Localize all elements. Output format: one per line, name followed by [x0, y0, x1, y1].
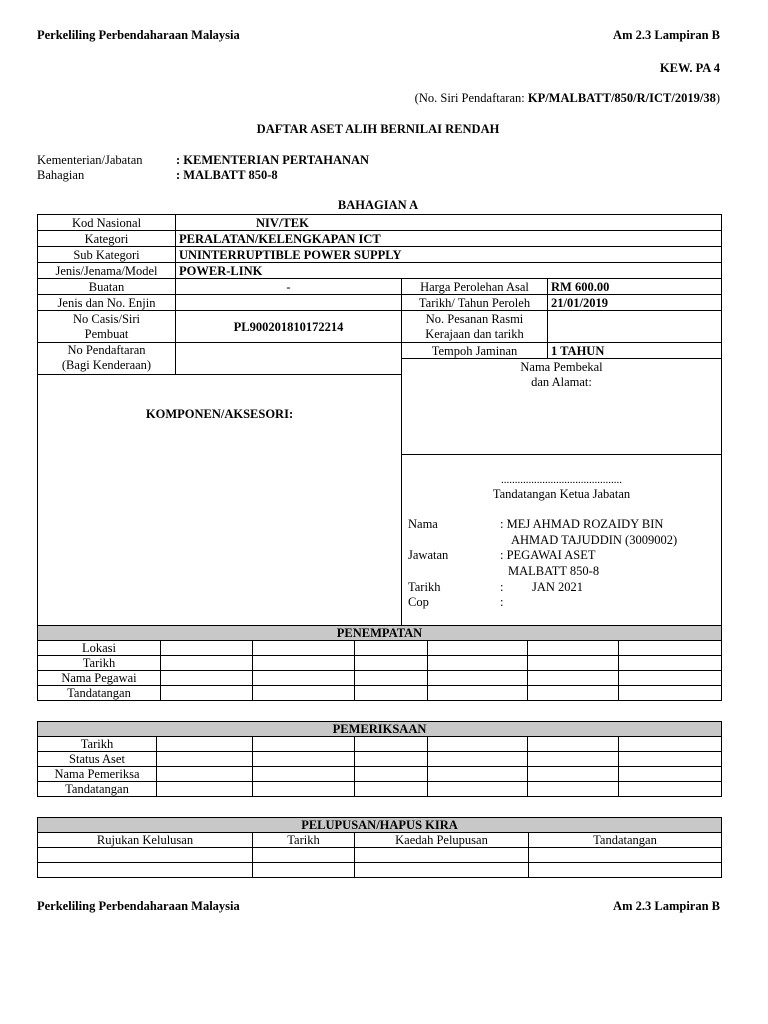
komponen-label: KOMPONEN/AKSESORI: — [145, 407, 294, 421]
jawatan-label: Jawatan — [408, 548, 449, 562]
pesanan-label-line1: No. Pesanan Rasmi — [425, 311, 524, 326]
penempatan-row-label: Tandatangan — [38, 686, 161, 701]
bahagian-label: Bahagian — [37, 168, 85, 182]
pembekal-label-line1: Nama Pembekal — [520, 360, 603, 374]
signature-dots: ............................................ — [501, 474, 622, 486]
pelupusan-column-header: Tarikh — [253, 833, 355, 848]
serial-value: KP/MALBATT/850/R/ICT/2019/38 — [527, 91, 716, 105]
pemeriksaan-row-label: Tandatangan — [38, 782, 157, 797]
buatan-value: - — [176, 279, 402, 295]
pelupusan-title: PELUPUSAN/HAPUS KIRA — [38, 818, 722, 833]
penempatan-row-label: Nama Pegawai — [38, 671, 161, 686]
kategori-label: Kategori — [38, 231, 176, 247]
tarikh-sign-value: JAN 2021 — [532, 580, 584, 594]
pelupusan-column-header: Rujukan Kelulusan — [38, 833, 253, 848]
tarikh-sign-colon: : — [500, 580, 504, 594]
casis-label-line1: No Casis/Siri — [72, 311, 141, 326]
penempatan-row-label: Lokasi — [38, 641, 161, 656]
tarikh-sign-label: Tarikh — [408, 580, 441, 594]
kod-nasional-label: Kod Nasional — [38, 215, 176, 231]
serial-suffix: ) — [715, 91, 720, 105]
buatan-label: Buatan — [38, 279, 176, 295]
jawatan-value-line1: : PEGAWAI ASET — [500, 548, 596, 562]
pendaftaran-label-line1: No Pendaftaran — [67, 343, 146, 357]
pesanan-label-line2: Kerajaan dan tarikh — [425, 326, 524, 341]
tarikh-peroleh-value: 21/01/2019 — [548, 295, 722, 311]
kementerian-label: Kementerian/Jabatan — [37, 153, 143, 167]
pendaftaran-label-line2: (Bagi Kenderaan) — [61, 358, 152, 372]
bahagian-value: : MALBATT 850-8 — [176, 168, 278, 182]
casis-label — [38, 311, 176, 343]
penempatan-row-label: Tarikh — [38, 656, 161, 671]
signature-title: Tandatangan Ketua Jabatan — [492, 487, 631, 501]
section-a-title: BAHAGIAN A — [337, 198, 419, 212]
komponen-cell — [38, 375, 402, 626]
harga-value: RM 600.00 — [548, 279, 722, 295]
kod-nasional-value: NIV/TEK — [176, 215, 722, 231]
jawatan-value-line2: MALBATT 850-8 — [508, 564, 600, 578]
signature-cell — [402, 455, 722, 626]
nama-value-line2: AHMAD TAJUDDIN (3009002) — [511, 533, 678, 547]
sub-kategori-label: Sub Kategori — [38, 247, 176, 263]
pemeriksaan-row-label: Status Aset — [38, 752, 157, 767]
nama-label: Nama — [408, 517, 438, 531]
pemeriksaan-row-label: Tarikh — [38, 737, 157, 752]
tarikh-peroleh-label: Tarikh/ Tahun Peroleh — [402, 295, 548, 311]
pendaftaran-label — [38, 343, 176, 375]
sub-kategori-value: UNINTERRUPTIBLE POWER SUPPLY — [176, 247, 722, 263]
footer-right: Am 2.3 Lampiran B — [613, 899, 720, 913]
pelupusan-column-header: Tandatangan — [529, 833, 722, 848]
harga-label: Harga Perolehan Asal — [402, 279, 548, 295]
enjin-label: Jenis dan No. Enjin — [38, 295, 176, 311]
pesanan-label — [402, 311, 548, 343]
pembekal-cell — [402, 359, 722, 455]
penempatan-title: PENEMPATAN — [38, 626, 722, 641]
pembekal-label-line2: dan Alamat: — [531, 375, 592, 389]
penempatan-table — [37, 625, 722, 701]
casis-value: PL900201810172214 — [176, 311, 402, 343]
footer-left: Perkeliling Perbendaharaan Malaysia — [37, 899, 240, 913]
enjin-value — [176, 295, 402, 311]
nama-value-line1: : MEJ AHMAD ROZAIDY BIN — [500, 517, 664, 531]
asset-details-table — [37, 214, 722, 626]
cop-label: Cop — [408, 595, 429, 609]
header-right: Am 2.3 Lampiran B — [613, 28, 720, 42]
jenis-value: POWER-LINK — [176, 263, 722, 279]
pemeriksaan-row-label: Nama Pemeriksa — [38, 767, 157, 782]
cop-colon: : — [500, 595, 504, 609]
form-code: KEW. PA 4 — [659, 61, 720, 75]
pemeriksaan-table — [37, 721, 722, 797]
pelupusan-table — [37, 817, 722, 878]
kategori-value: PERALATAN/KELENGKAPAN ICT — [176, 231, 722, 247]
tempoh-value: 1 TAHUN — [548, 343, 722, 359]
registration-serial — [415, 91, 720, 106]
jenis-label: Jenis/Jenama/Model — [38, 263, 176, 279]
pendaftaran-value — [176, 343, 402, 375]
pemeriksaan-title: PEMERIKSAAN — [38, 722, 722, 737]
tempoh-label: Tempoh Jaminan — [402, 343, 548, 359]
casis-label-line2: Pembuat — [84, 326, 129, 341]
pelupusan-column-header: Kaedah Pelupusan — [355, 833, 529, 848]
kementerian-value: : KEMENTERIAN PERTAHANAN — [176, 153, 370, 167]
pesanan-value — [548, 311, 722, 343]
header-left: Perkeliling Perbendaharaan Malaysia — [37, 28, 240, 42]
document-title: DAFTAR ASET ALIH BERNILAI RENDAH — [256, 122, 500, 136]
serial-prefix: (No. Siri Pendaftaran: — [414, 91, 528, 105]
